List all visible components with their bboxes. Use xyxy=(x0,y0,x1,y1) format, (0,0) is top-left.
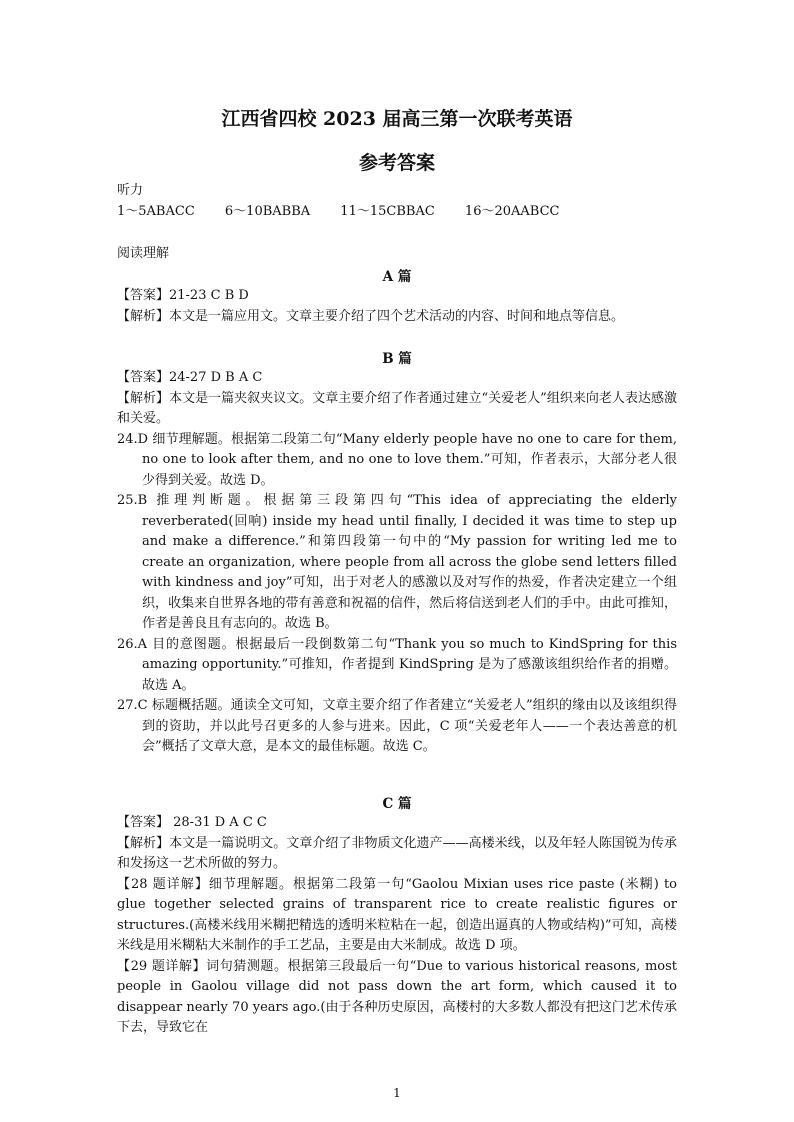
question-detail-explanation: 【29 题详解】词句猜测题。根据第三段最后一句“Due to various historical reasons, most people in Gaolou village did not pass down the art form, which caused it to disappear nearly 70 years ago.(由于各种历史原因，高楼村的大多数人都没有把这门艺术传承下去，导致它在 xyxy=(117,958,677,1035)
question-detail-explanation: 【28 题详解】细节理解题。根据第二段第一句“Gaolou Mixian uses rice paste (米糊) to glue together selected grains of transparent rice to create realistic figures or structures.(高楼米线用米糊把精选的透明米粒粘在一起，创造出逼真的人物或结构)”可知，高楼米线是用米糊粘大米制作的手工艺品，主要是由大米制成。故选 D 项。 xyxy=(117,876,677,953)
page-number: 1 xyxy=(393,1086,401,1100)
section-a-analysis: 【解析】本文是一篇应用文。文章主要介绍了四个艺术活动的内容、时间和地点等信息。 xyxy=(117,308,625,324)
question-explanation: 24.D 细节理解题。根据第二段第二句“Many elderly people have no one to care for them, no one to look after them, and no one to love them.”可知，作者表示，大部分老人很少得到关爱。故选 D。 xyxy=(117,431,677,488)
section-b-heading: B 篇 xyxy=(382,351,412,367)
listening-answer-group: 6～10BABBA xyxy=(224,203,311,219)
reading-label: 阅读理解 xyxy=(117,246,170,261)
section-c-answer: 【答案】 28-31 D A C C xyxy=(117,815,267,830)
section-b-body xyxy=(117,368,677,758)
section-c-heading: C 篇 xyxy=(382,796,412,812)
question-explanation: 25.B 推理判断题。根据第三段第四句“This idea of appreciating the elderly reverberated(回响) inside my head until finally, I decided it was time to step up and make a difference.”和第四段第一句中的“My passion for writing led me to create an organization, where people from all across the globe send letters filled with kindness and joy”可知，出于对老人的感激以及对写作的热爱，作者决定建立一个组织，收集来自世界各地的带有善意和祝福的信件，然后将信送到老人们的手中。由此可推知，作者是善良且有志向的。故选 B。 xyxy=(117,493,677,631)
section-a-heading: A 篇 xyxy=(382,269,412,285)
listening-section xyxy=(117,181,677,222)
section-c-body xyxy=(117,813,677,1039)
section-b-answer: 【答案】24-27 D B A C xyxy=(117,370,263,385)
question-explanation: 26.A 目的意图题。根据最后一段倒数第二句“Thank you so much to KindSpring for this amazing opportunity.”可推知，作者提到 KindSpring 是为了感激该组织给作者的捐赠。故选 A。 xyxy=(117,636,677,693)
document-title: 江西省四校 2023 届高三第一次联考英语 xyxy=(221,108,573,130)
document-subtitle: 参考答案 xyxy=(358,152,435,174)
section-b-analysis: 【解析】本文是一篇夹叙夹议文。文章主要介绍了作者通过建立“关爱老人”组织来向老人表达感激和关爱。 xyxy=(117,390,677,426)
section-a-answer: 【答案】21-23 C B D xyxy=(117,288,249,303)
listening-answer-group: 1～5ABACC xyxy=(117,203,195,219)
listening-label: 听力 xyxy=(117,183,144,198)
section-c-analysis: 【解析】本文是一篇说明文。文章介绍了非物质文化遗产——高楼米线，以及年轻人陈国锐为传承和发扬这一艺术所做的努力。 xyxy=(117,835,677,871)
listening-answer-group: 16～20AABCC xyxy=(464,203,560,219)
listening-answers xyxy=(117,202,677,223)
listening-answer-group: 11～15CBBAC xyxy=(340,203,435,219)
question-explanation: 27.C 标题概括题。通读全文可知，文章主要介绍了作者建立“关爱老人”组织的缘由以及该组织得到的资助，并以此号召更多的人参与进来。因此，C 项“关爱老年人——一个表达善意的机会”概括了文章大意，是本文的最佳标题。故选 C。 xyxy=(117,698,677,754)
section-a-body xyxy=(117,286,677,327)
